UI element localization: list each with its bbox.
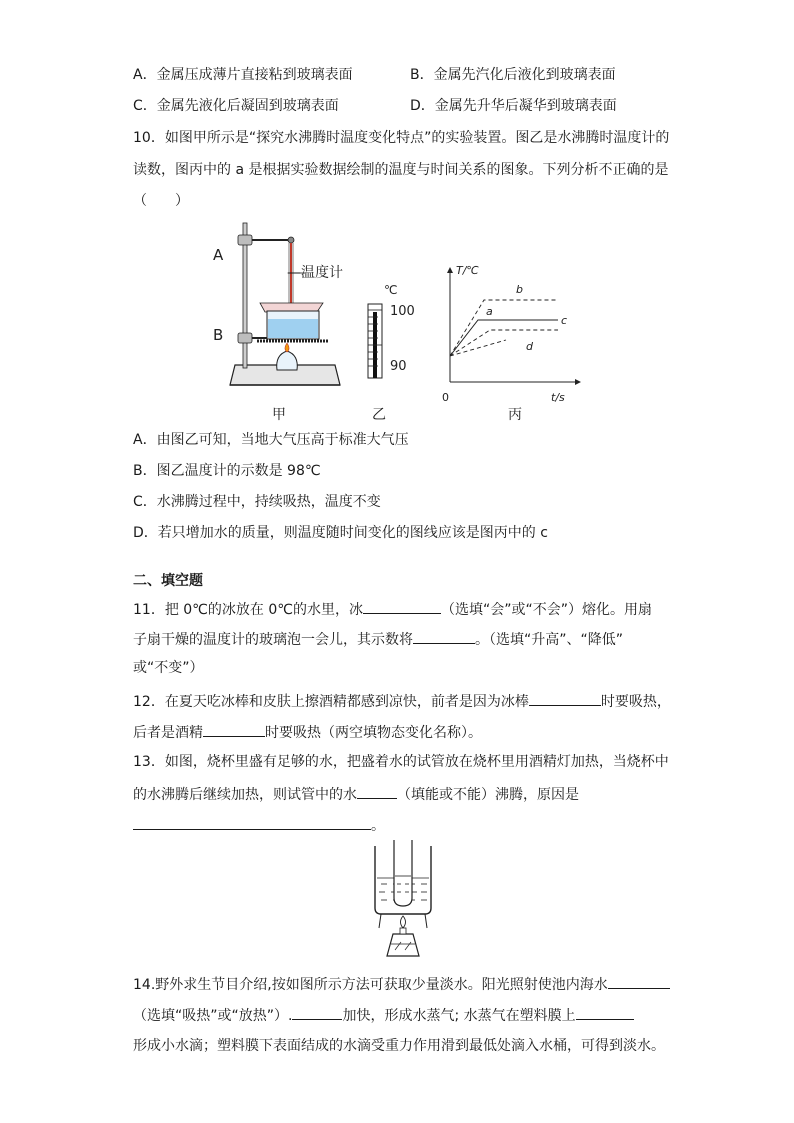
scale-90: 90 <box>390 359 407 374</box>
q9-option-d: D．金属先升华后凝华到玻璃表面 <box>410 98 617 114</box>
q14-blank3[interactable] <box>576 1004 634 1020</box>
thermometer-label: —温度计 <box>287 265 343 281</box>
q10-stem-line2: 读数，图丙中的 a 是根据实验数据绘制的温度与时间关系的图象。下列分析不正确的是 <box>133 162 669 178</box>
q13-blank1[interactable] <box>357 783 397 799</box>
q12-part1: 12．在夏天吃冰棒和皮肤上擦酒精都感到凉快，前者是因为冰棒 <box>133 694 529 710</box>
q12-line1 <box>133 690 671 712</box>
label-b: B <box>213 326 224 344</box>
q13-line1: 13．如图，烧杯里盛有足够的水，把盛着水的试管放在烧杯里用酒精灯加热，当烧杯中 <box>133 754 669 770</box>
caption-yi: 乙 <box>372 407 386 423</box>
curve-c-label: c <box>561 314 568 327</box>
curve-d-label: d <box>526 340 533 353</box>
figure-q13-beaker <box>365 838 445 964</box>
q14-part3: 加快，形成水蒸气; 水蒸气在塑料膜上 <box>342 1008 576 1024</box>
scale-unit: ℃ <box>384 283 398 297</box>
q11-line3: 或“不变”） <box>133 660 204 676</box>
graph-origin: 0 <box>442 391 449 404</box>
figure-jia-apparatus <box>205 215 355 419</box>
q9-option-a: A．金属压成薄片直接粘到玻璃表面 <box>133 67 353 83</box>
q9-option-b: B．金属先汽化后液化到玻璃表面 <box>410 67 616 83</box>
q12-part3: 后者是酒精 <box>133 725 203 741</box>
caption-bing: 丙 <box>508 407 522 423</box>
figure-yi-thermometer-scale <box>360 280 425 389</box>
q14-line3: 形成小水滴；塑料膜下表面结成的水滴受重力作用滑到最低处滴入水桶，可得到淡水。 <box>133 1038 665 1054</box>
test-tube <box>394 840 412 906</box>
curve-a-line <box>450 320 558 356</box>
q11-line2 <box>133 628 623 650</box>
alcohol-lamp <box>277 351 298 370</box>
q11-part2: （选填“会”或“不会”）熔化。用扇 <box>440 602 652 618</box>
caption-jia: 甲 <box>272 407 286 423</box>
q13-part4: 。 <box>371 818 385 834</box>
q11-blank2[interactable] <box>413 628 475 644</box>
figure-bing-graph <box>438 258 588 412</box>
q13-line3 <box>133 814 385 836</box>
section-title: 二、填空题 <box>133 573 203 589</box>
graph-y-label: T/℃ <box>456 264 479 277</box>
q12-part2: 时要吸热， <box>600 694 671 710</box>
q14-line2 <box>133 1004 634 1026</box>
q14-blank1[interactable] <box>608 973 670 989</box>
q10-option-c: C．水沸腾过程中，持续吸热，温度不变 <box>133 494 381 510</box>
curve-b-label: b <box>516 283 523 296</box>
q11-line1 <box>133 598 652 620</box>
q13-part3: （填能或不能）沸腾，原因是 <box>397 787 579 803</box>
curve-b-line <box>450 300 558 356</box>
curve-c-line <box>450 330 558 356</box>
q10-option-d: D．若只增加水的质量，则温度随时间变化的图线应该是图丙中的 c <box>133 525 548 541</box>
q14-line1 <box>133 973 670 995</box>
thermometer-label-text: 温度计 <box>301 265 343 281</box>
q14-part2: （选填“吸热”或“放热”）. <box>133 1008 293 1024</box>
q11-part3: 子扇干燥的温度计的玻璃泡一会儿，其示数将 <box>133 632 413 648</box>
q12-part4: 时要吸热（两空填物态变化名称）。 <box>265 725 482 741</box>
q10-option-a: A．由图乙可知，当地大气压高于标准大气压 <box>133 432 409 448</box>
graph-x-label: t/s <box>551 391 565 404</box>
q10-stem-line3: （ ） <box>133 193 189 209</box>
q14-part1: 14.野外求生节目介绍,按如图所示方法可获取少量淡水。阳光照射使池内海水 <box>133 977 608 993</box>
q10-option-b: B．图乙温度计的示数是 98℃ <box>133 463 321 479</box>
q12-line2 <box>133 721 482 743</box>
q9-option-c: C．金属先液化后凝固到玻璃表面 <box>133 98 339 114</box>
q13-part2: 的水沸腾后继续加热，则试管中的水 <box>133 787 357 803</box>
q13-line2 <box>133 783 579 805</box>
q10-stem-line1: 10．如图甲所示是“探究水沸腾时温度变化特点”的实验装置。图乙是水沸腾时温度计的 <box>133 130 670 146</box>
q12-blank2[interactable] <box>203 721 265 737</box>
alcohol-lamp-q13 <box>387 934 419 956</box>
q11-part1: 11．把 0℃的冰放在 0℃的水里，冰 <box>133 602 363 618</box>
curve-a-label: a <box>486 305 493 318</box>
q11-part4: 。（选填“升高”、“降低” <box>475 632 624 648</box>
q13-blank2[interactable] <box>133 814 371 830</box>
label-a: A <box>213 246 224 264</box>
scale-100: 100 <box>390 304 415 319</box>
q12-blank1[interactable] <box>529 690 601 706</box>
q11-blank1[interactable] <box>363 598 441 614</box>
q14-blank2[interactable] <box>292 1004 342 1020</box>
